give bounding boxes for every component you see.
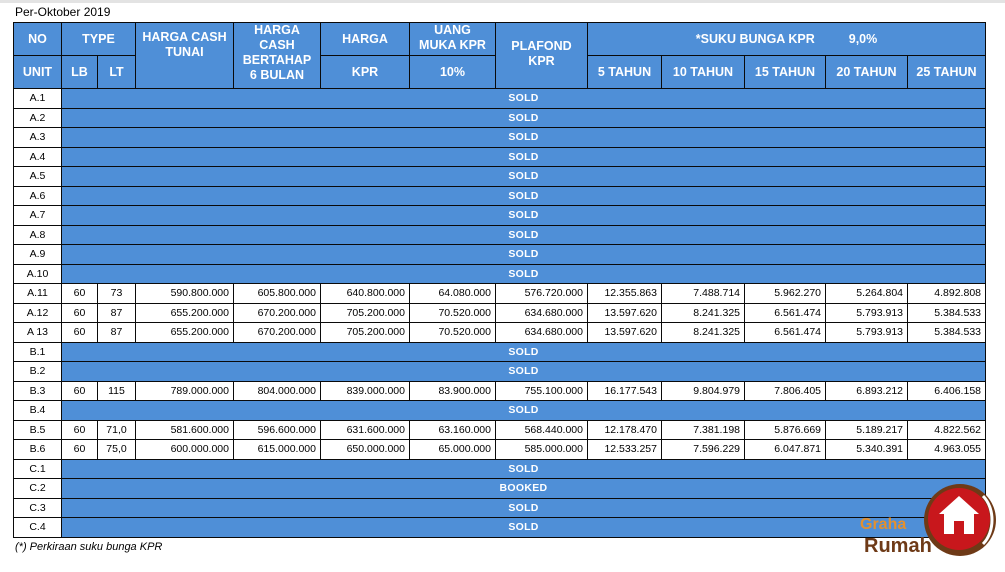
lb-cell: 60 [62,323,98,343]
table-row [14,186,986,206]
dp-cell: 64.080.000 [410,284,496,304]
header-tenor-10: 10 TAHUN [662,56,745,89]
price-table [13,22,986,538]
dp-cell: 70.520.000 [410,303,496,323]
table-row [14,206,986,226]
status-cell: SOLD [62,264,986,284]
unit-cell: C.3 [14,498,62,518]
header-dp-percent: 10% [410,56,496,89]
cash-cell: 581.600.000 [136,420,234,440]
status-cell: SOLD [62,498,986,518]
tenor-25-cell: 4.892.808 [908,284,986,304]
tenor-15-cell: 5.962.270 [745,284,826,304]
table-row [14,498,986,518]
tenor-25-cell: 5.384.533 [908,323,986,343]
plafond-cell: 634.680.000 [496,303,588,323]
status-cell: SOLD [62,89,986,109]
table-row [14,167,986,187]
lb-cell: 60 [62,420,98,440]
tenor-15-cell: 5.876.669 [745,420,826,440]
unit-cell: A 13 [14,323,62,343]
table-row [14,225,986,245]
tenor-10-cell: 8.241.325 [662,323,745,343]
lb-cell: 60 [62,284,98,304]
stepped-cell: 596.600.000 [234,420,321,440]
lb-cell: 60 [62,303,98,323]
dp-cell: 70.520.000 [410,323,496,343]
graha-rumah-logo [856,482,1004,570]
header-no: NO [14,23,62,56]
header-row-top [14,23,986,56]
unit-cell: A.8 [14,225,62,245]
dp-cell: 65.000.000 [410,440,496,460]
unit-cell: C.2 [14,479,62,499]
stepped-cell: 670.200.000 [234,323,321,343]
lt-cell: 73 [98,284,136,304]
stepped-cell: 804.000.000 [234,381,321,401]
kpr-cell: 640.800.000 [321,284,410,304]
unit-cell: A.2 [14,108,62,128]
table-row [14,245,986,265]
status-cell: SOLD [62,167,986,187]
status-cell: SOLD [62,362,986,382]
tenor-10-cell: 9.804.979 [662,381,745,401]
plafond-cell: 585.000.000 [496,440,588,460]
top-divider [0,0,1005,3]
tenor-10-cell: 7.488.714 [662,284,745,304]
tenor-15-cell: 6.561.474 [745,323,826,343]
unit-cell: B.3 [14,381,62,401]
footnote: (*) Perkiraan suku bunga KPR [15,541,163,553]
table-row [14,147,986,167]
unit-cell: A.10 [14,264,62,284]
logo-text-rumah: Rumah [864,535,932,557]
header-tenor-5: 5 TAHUN [588,56,662,89]
tenor-5-cell: 13.597.620 [588,323,662,343]
status-cell: SOLD [62,128,986,148]
header-interest-rate: *SUKU BUNGA KPR 9,0% [588,23,986,56]
kpr-cell: 705.200.000 [321,323,410,343]
stepped-cell: 615.000.000 [234,440,321,460]
tenor-20-cell: 5.340.391 [826,440,908,460]
header-kpr-price: HARGA [321,23,410,56]
unit-cell: A.7 [14,206,62,226]
tenor-25-cell: 6.406.158 [908,381,986,401]
unit-cell: A.6 [14,186,62,206]
header-plafond: PLAFOND KPR [496,23,588,89]
tenor-5-cell: 12.178.470 [588,420,662,440]
status-cell: SOLD [62,206,986,226]
kpr-cell: 650.000.000 [321,440,410,460]
tenor-10-cell: 7.381.198 [662,420,745,440]
table-row [14,362,986,382]
table-row [14,440,986,460]
unit-cell: B.6 [14,440,62,460]
unit-cell: A.3 [14,128,62,148]
unit-cell: C.4 [14,518,62,538]
unit-cell: A.1 [14,89,62,109]
table-row [14,342,986,362]
status-cell: SOLD [62,245,986,265]
plafond-cell: 576.720.000 [496,284,588,304]
unit-cell: A.4 [14,147,62,167]
tenor-15-cell: 6.047.871 [745,440,826,460]
stepped-cell: 605.800.000 [234,284,321,304]
header-lt: LT [98,56,136,89]
cash-cell: 655.200.000 [136,303,234,323]
logo-text-graha: Graha [860,516,907,533]
dp-cell: 83.900.000 [410,381,496,401]
tenor-10-cell: 8.241.325 [662,303,745,323]
unit-cell: B.5 [14,420,62,440]
table-row [14,284,986,304]
plafond-cell: 568.440.000 [496,420,588,440]
unit-cell: B.1 [14,342,62,362]
lt-cell: 87 [98,303,136,323]
unit-cell: A.12 [14,303,62,323]
unit-cell: B.2 [14,362,62,382]
tenor-5-cell: 12.355.863 [588,284,662,304]
tenor-25-cell: 5.384.533 [908,303,986,323]
table-row [14,479,986,499]
tenor-25-cell: 4.963.055 [908,440,986,460]
header-cash-price: HARGA CASH TUNAI [136,23,234,89]
lb-cell: 60 [62,440,98,460]
tenor-5-cell: 13.597.620 [588,303,662,323]
table-row [14,108,986,128]
lt-cell: 87 [98,323,136,343]
table-row [14,420,986,440]
table-body [14,89,986,538]
plafond-cell: 755.100.000 [496,381,588,401]
cash-cell: 600.000.000 [136,440,234,460]
status-cell: SOLD [62,147,986,167]
tenor-20-cell: 5.793.913 [826,323,908,343]
unit-cell: B.4 [14,401,62,421]
header-stepped-price: HARGA CASH BERTAHAP 6 BULAN [234,23,321,89]
status-cell: BOOKED [62,479,986,499]
period-label: Per-Oktober 2019 [15,5,111,19]
status-cell: SOLD [62,186,986,206]
house-icon [922,482,1002,562]
header-tenor-25: 25 TAHUN [908,56,986,89]
lt-cell: 115 [98,381,136,401]
dp-cell: 63.160.000 [410,420,496,440]
tenor-5-cell: 12.533.257 [588,440,662,460]
lt-cell: 71,0 [98,420,136,440]
table-row [14,381,986,401]
tenor-20-cell: 6.893.212 [826,381,908,401]
kpr-cell: 839.000.000 [321,381,410,401]
kpr-cell: 631.600.000 [321,420,410,440]
header-tenor-15: 15 TAHUN [745,56,826,89]
status-cell: SOLD [62,459,986,479]
tenor-5-cell: 16.177.543 [588,381,662,401]
table-row [14,518,986,538]
table-row [14,89,986,109]
header-unit: UNIT [14,56,62,89]
status-cell: SOLD [62,401,986,421]
table-row [14,303,986,323]
unit-cell: A.11 [14,284,62,304]
lt-cell: 75,0 [98,440,136,460]
table-row [14,323,986,343]
table-row [14,459,986,479]
header-type: TYPE [62,23,136,56]
lb-cell: 60 [62,381,98,401]
plafond-cell: 634.680.000 [496,323,588,343]
table-row [14,264,986,284]
tenor-15-cell: 7.806.405 [745,381,826,401]
header-kpr-label: KPR [321,56,410,89]
stepped-cell: 670.200.000 [234,303,321,323]
cash-cell: 655.200.000 [136,323,234,343]
header-tenor-20: 20 TAHUN [826,56,908,89]
tenor-25-cell: 4.822.562 [908,420,986,440]
status-cell: SOLD [62,342,986,362]
status-cell: SOLD [62,518,986,538]
tenor-20-cell: 5.793.913 [826,303,908,323]
tenor-20-cell: 5.264.804 [826,284,908,304]
status-cell: SOLD [62,108,986,128]
cash-cell: 590.800.000 [136,284,234,304]
table-row [14,128,986,148]
tenor-10-cell: 7.596.229 [662,440,745,460]
unit-cell: C.1 [14,459,62,479]
tenor-15-cell: 6.561.474 [745,303,826,323]
header-lb: LB [62,56,98,89]
status-cell: SOLD [62,225,986,245]
unit-cell: A.9 [14,245,62,265]
unit-cell: A.5 [14,167,62,187]
table-row [14,401,986,421]
kpr-cell: 705.200.000 [321,303,410,323]
tenor-20-cell: 5.189.217 [826,420,908,440]
cash-cell: 789.000.000 [136,381,234,401]
header-down-payment: UANG MUKA KPR [410,23,496,56]
